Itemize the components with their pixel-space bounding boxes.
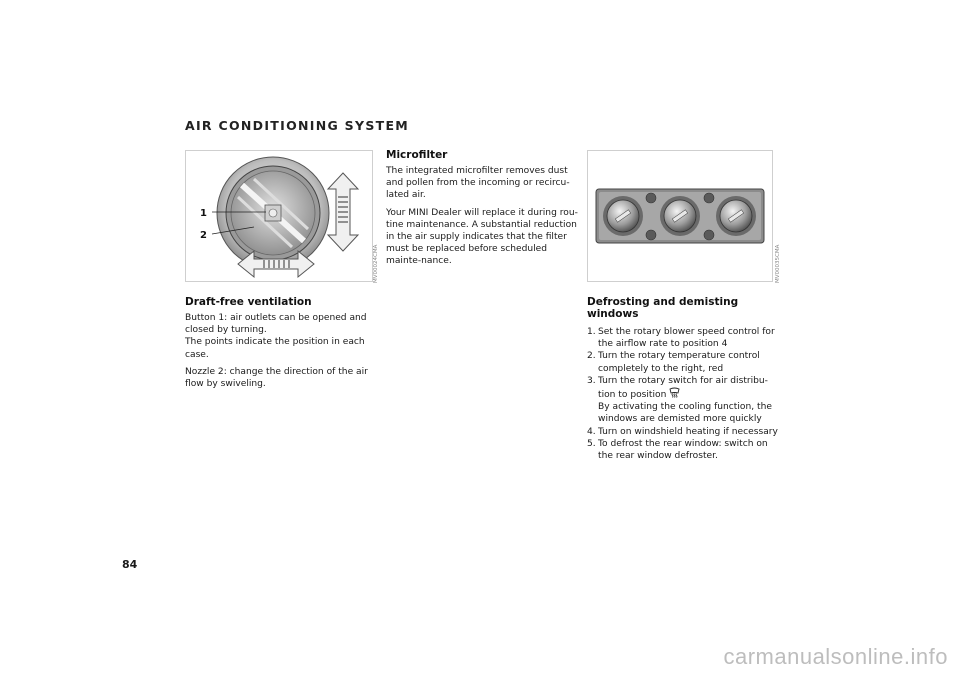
- defrost-steps: [587, 326, 779, 462]
- page-number: 84: [122, 558, 138, 571]
- step-number: 3.: [587, 375, 596, 386]
- temperature-knob: [660, 196, 700, 236]
- step-number: 5.: [587, 438, 596, 449]
- button-top-right: [704, 193, 714, 203]
- defrost-step: [587, 326, 779, 350]
- defrost-step: [587, 426, 779, 438]
- callout-2: 2: [200, 230, 207, 241]
- step-text: Turn on windshield heating if necessary: [598, 426, 778, 437]
- blower-speed-knob: [603, 196, 643, 236]
- defrost-section: [587, 296, 779, 462]
- step-number: 2.: [587, 351, 596, 362]
- air-distribution-knob: [716, 196, 756, 236]
- draft-free-section: [185, 296, 375, 390]
- step-number: 4.: [587, 426, 596, 437]
- microfilter-heading: Microfilter: [386, 149, 448, 161]
- figure-right-code: MV00035CMA: [775, 244, 781, 283]
- microfilter-paragraph-2: Your MINI Dealer will replace it during rou-tine maintenance. A substantial reduction in the air supply indicates that the filter must be replaced before scheduled mainte-nance.: [386, 207, 578, 267]
- step-text: Turn the rotary temperature control completely to the right, red: [598, 351, 760, 374]
- windshield-defrost-icon: [669, 387, 680, 398]
- step-number: 1.: [587, 327, 596, 337]
- button-top-left: [646, 193, 656, 203]
- climate-control-illustration: [588, 151, 772, 281]
- air-outlet-illustration: [186, 151, 372, 281]
- air-outlet-figure: [185, 150, 373, 282]
- defrost-step: [587, 438, 779, 462]
- climate-control-figure: [587, 150, 773, 282]
- step-note: By activating the cooling function, the windows are demisted more quickly: [598, 402, 772, 425]
- vertical-swivel-arrow: [328, 173, 358, 251]
- defrost-heading: Defrosting and demisting windows: [587, 296, 739, 320]
- draft-free-paragraph-2: Nozzle 2: change the direction of the air flow by swiveling.: [185, 366, 368, 390]
- button-bottom-left: [646, 230, 656, 240]
- step-text: Turn the rotary switch for air distribu-tion to position: [598, 375, 768, 401]
- draft-free-paragraph-1: Button 1: air outlets can be opened and closed by turning.: [185, 313, 367, 336]
- draft-free-paragraph-1b: The points indicate the position in each case.: [185, 337, 365, 360]
- watermark: carmanualsonline.info: [723, 644, 948, 669]
- step-text: To defrost the rear window: switch on the rear window defroster.: [598, 438, 768, 462]
- draft-free-heading: Draft-free ventilation: [185, 296, 312, 308]
- microfilter-section: [386, 149, 578, 268]
- section-header: AIR CONDITIONING SYSTEM: [185, 118, 410, 133]
- defrost-step: [587, 375, 779, 426]
- figure-left-code: MV00024CMA: [373, 244, 379, 283]
- microfilter-paragraph-1: The integrated microfilter removes dust and pollen from the incoming or recircu-lated air.: [386, 166, 570, 201]
- step-text: Set the rotary blower speed control for the airflow rate to position 4: [598, 327, 775, 350]
- defrost-step: [587, 350, 779, 374]
- button-bottom-right: [704, 230, 714, 240]
- callout-1: 1: [200, 208, 207, 219]
